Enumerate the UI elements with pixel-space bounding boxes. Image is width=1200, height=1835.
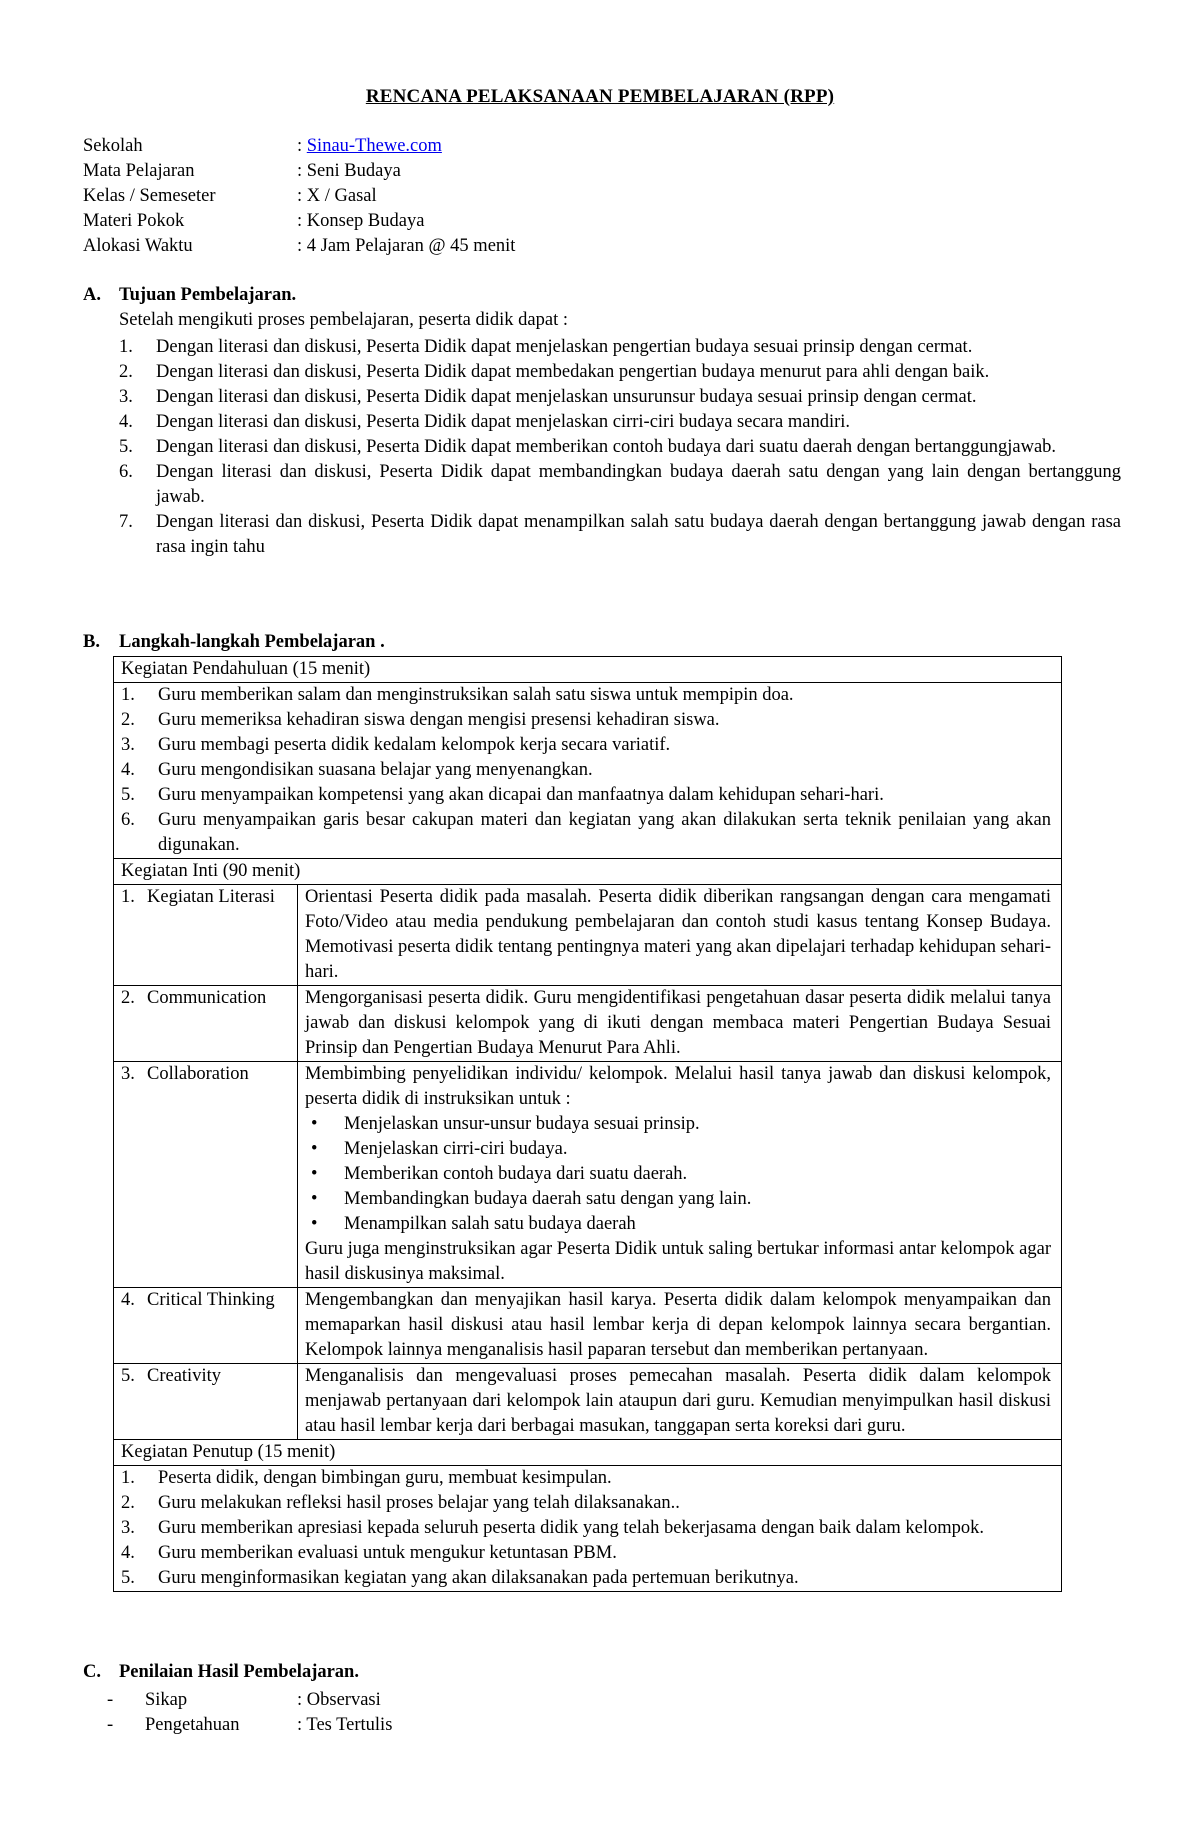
- bullet-item: • Memberikan contoh budaya dari suatu daerah.: [311, 1164, 688, 1184]
- section-letter: C.: [83, 1662, 101, 1682]
- list-item: 4. Guru memberikan evaluasi untuk mengukur ketuntasan PBM.: [121, 1543, 617, 1563]
- table-row: [114, 1466, 1062, 1592]
- identity-block: [83, 134, 515, 259]
- section-letter: B.: [83, 632, 100, 652]
- list-item: 4. Guru mengondisikan suasana belajar yang menyenangkan.: [121, 760, 593, 780]
- info-row-kelas: Kelas / Semeseter : X / Gasal: [83, 184, 515, 209]
- list-item: 3. Guru membagi peserta didik kedalam kelompok kerja secara variatif.: [121, 735, 671, 755]
- info-row-mata-pelajaran: Mata Pelajaran : Seni Budaya: [83, 159, 515, 184]
- objectives-list: [119, 335, 1121, 560]
- pendahuluan-cell: [114, 683, 1062, 859]
- bullet-item: • Membandingkan budaya daerah satu dengan yang lain.: [311, 1189, 752, 1209]
- assessment-label: Pengetahuan: [145, 1715, 240, 1735]
- aspect-label: Kegiatan Literasi: [147, 887, 275, 907]
- table-row: [114, 1440, 1062, 1466]
- penutup-header: Kegiatan Penutup (15 menit): [114, 1440, 1062, 1466]
- activity-description: Mengorganisasi peserta didik. Guru mengidentifikasi pengetahuan dasar peserta didik melalui tanya jawab dan diskusi kelompok yang di ikuti dengan membaca materi Pengertian Budaya Sesuai Prinsip dan Pengertian Budaya Menurut Para Ahli.: [298, 986, 1062, 1062]
- section-a-heading: [83, 285, 296, 306]
- section-b-heading: [83, 632, 385, 653]
- list-item: 5. Guru menyampaikan kompetensi yang akan dicapai dan manfaatnya dalam kehidupan sehari-hari.: [121, 785, 884, 805]
- bullet-item: • Menjelaskan cirri-ciri budaya.: [311, 1139, 568, 1159]
- section-a-intro: Setelah mengikuti proses pembelajaran, peserta didik dapat :: [119, 310, 568, 330]
- info-value: 4 Jam Pelajaran @ 45 menit: [306, 236, 516, 256]
- section-c-heading: [83, 1662, 359, 1683]
- activity-description: Menganalisis dan mengevaluasi proses pemecahan masalah. Peserta didik dalam kelompok menjawab pertanyaan dari kelompok lain ataupun dari guru. Kemudian menyimpulkan hasil diskusi atau hasil lembar kerja dari berbagai masukan, tanggapan serta koreksi dari guru.: [298, 1364, 1062, 1440]
- info-value: X / Gasal: [306, 186, 377, 206]
- assessment-value: : Observasi: [297, 1690, 381, 1710]
- list-item: - Sikap : Observasi: [107, 1688, 392, 1713]
- inti-header: Kegiatan Inti (90 menit): [114, 859, 1062, 885]
- info-row-sekolah: Sekolah : Sinau-Thewe.com: [83, 134, 515, 159]
- learning-steps-table: [113, 656, 1062, 1592]
- list-item: 2. Dengan literasi dan diskusi, Peserta Didik dapat membedakan pengertian budaya menurut para ahli dengan baik.: [119, 362, 990, 382]
- list-item: 7. Dengan literasi dan diskusi, Peserta Didik dapat menampilkan salah satu budaya daerah dengan bertanggung jawab dengan rasa rasa ingin tahu: [119, 512, 1121, 557]
- info-label: Mata Pelajaran: [83, 161, 195, 181]
- school-link[interactable]: Sinau-Thewe.com: [306, 136, 442, 156]
- assessment-list: [107, 1688, 392, 1738]
- aspect-cell: 1. Kegiatan Literasi: [114, 885, 298, 986]
- section-title: Tujuan Pembelajaran.: [119, 285, 297, 305]
- aspect-label: Communication: [147, 988, 267, 1008]
- table-row: [114, 986, 1062, 1062]
- bullet-item: • Menampilkan salah satu budaya daerah: [311, 1214, 636, 1234]
- list-item: 6. Guru menyampaikan garis besar cakupan materi dan kegiatan yang akan dilakukan serta teknik penilaian yang akan digunakan.: [121, 810, 1052, 855]
- info-label: Materi Pokok: [83, 211, 185, 231]
- list-item: 1. Guru memberikan salam dan menginstruksikan salah satu siswa untuk mempipin doa.: [121, 685, 794, 705]
- info-label: Kelas / Semeseter: [83, 186, 216, 206]
- list-item: 3. Dengan literasi dan diskusi, Peserta Didik dapat menjelaskan unsurunsur budaya sesuai prinsip dengan cermat.: [119, 387, 977, 407]
- section-title: Penilaian Hasil Pembelajaran.: [119, 1662, 359, 1682]
- assessment-value: : Tes Tertulis: [297, 1715, 393, 1735]
- table-row: [114, 657, 1062, 683]
- document-title: RENCANA PELAKSANAAN PEMBELAJARAN (RPP): [365, 86, 835, 107]
- list-item: 1. Peserta didik, dengan bimbingan guru, membuat kesimpulan.: [121, 1468, 612, 1488]
- aspect-cell: 4. Critical Thinking: [114, 1288, 298, 1364]
- table-row: [114, 683, 1062, 859]
- list-item: 5. Guru menginformasikan kegiatan yang akan dilaksanakan pada pertemuan berikutnya.: [121, 1568, 799, 1588]
- section-title: Langkah-langkah Pembelajaran .: [119, 632, 385, 652]
- aspect-label: Collaboration: [147, 1064, 249, 1084]
- table-row: [114, 1062, 1062, 1288]
- list-item: 2. Guru memeriksa kehadiran siswa dengan mengisi presensi kehadiran siswa.: [121, 710, 720, 730]
- info-value: Konsep Budaya: [306, 211, 425, 231]
- activity-description: Membimbing penyelidikan individu/ kelompok. Melalui hasil tanya jawab dan diskusi kelompok, peserta didik di instruksikan untuk : • Menjelaskan unsur-unsur budaya sesuai prinsip. • Menjelaskan cirri-ciri budaya. • Memberikan contoh budaya dari suatu daerah. • Membandingkan budaya daerah satu dengan yang lain. • Menampilkan salah satu budaya daerah Guru juga menginstruksikan agar Peserta Didik untuk saling bertukar informasi antar kelompok agar hasil diskusinya maksimal.: [298, 1062, 1062, 1288]
- penutup-cell: [114, 1466, 1062, 1592]
- table-row: [114, 885, 1062, 986]
- aspect-cell: 3. Collaboration: [114, 1062, 298, 1288]
- table-row: [114, 1364, 1062, 1440]
- section-letter: A.: [83, 285, 101, 305]
- table-row: [114, 1288, 1062, 1364]
- list-item: 3. Guru memberikan apresiasi kepada seluruh peserta didik yang telah bekerjasama dengan baik dalam kelompok.: [121, 1518, 985, 1538]
- aspect-label: Creativity: [147, 1366, 221, 1386]
- aspect-label: Critical Thinking: [147, 1290, 275, 1310]
- info-label: Alokasi Waktu: [83, 236, 193, 256]
- info-row-alokasi: Alokasi Waktu : 4 Jam Pelajaran @ 45 menit: [83, 234, 515, 259]
- pendahuluan-header: Kegiatan Pendahuluan (15 menit): [114, 657, 1062, 683]
- table-row: [114, 859, 1062, 885]
- list-item: 5. Dengan literasi dan diskusi, Peserta Didik dapat memberikan contoh budaya dari suatu daerah dengan bertanggungjawab.: [119, 437, 1057, 457]
- list-item: 6. Dengan literasi dan diskusi, Peserta Didik dapat membandingkan budaya daerah satu dengan yang lain dengan bertanggung jawab.: [119, 462, 1121, 507]
- assessment-label: Sikap: [145, 1690, 188, 1710]
- aspect-cell: 2. Communication: [114, 986, 298, 1062]
- list-item: 4. Dengan literasi dan diskusi, Peserta Didik dapat menjelaskan cirri-ciri budaya secara mandiri.: [119, 412, 851, 432]
- aspect-cell: 5. Creativity: [114, 1364, 298, 1440]
- info-value: Seni Budaya: [306, 161, 401, 181]
- list-item: 2. Guru melakukan refleksi hasil proses belajar yang telah dilaksanakan..: [121, 1493, 680, 1513]
- info-label: Sekolah: [83, 136, 143, 156]
- activity-description: Orientasi Peserta didik pada masalah. Peserta didik diberikan rangsangan dengan cara mengamati Foto/Video atau media pendukung pembelajaran dan contoh studi kasus tentang Konsep Budaya. Memotivasi peserta didik tentang pentingnya materi yang akan dipelajari terhadap kehidupan sehari-hari.: [298, 885, 1062, 986]
- list-item: - Pengetahuan : Tes Tertulis: [107, 1713, 392, 1738]
- list-item: 1. Dengan literasi dan diskusi, Peserta Didik dapat menjelaskan pengertian budaya sesuai prinsip dengan cermat.: [119, 337, 973, 357]
- bullet-item: • Menjelaskan unsur-unsur budaya sesuai prinsip.: [311, 1114, 700, 1134]
- activity-description: Mengembangkan dan menyajikan hasil karya. Peserta didik dalam kelompok menyampaikan dan memaparkan hasil diskusi atau hasil lembar kerja di depan kelompok lainnya secara bergantian. Kelompok lainnya menganalisis hasil paparan tersebut dan memberikan pertanyaan.: [298, 1288, 1062, 1364]
- info-row-materi: Materi Pokok : Konsep Budaya: [83, 209, 515, 234]
